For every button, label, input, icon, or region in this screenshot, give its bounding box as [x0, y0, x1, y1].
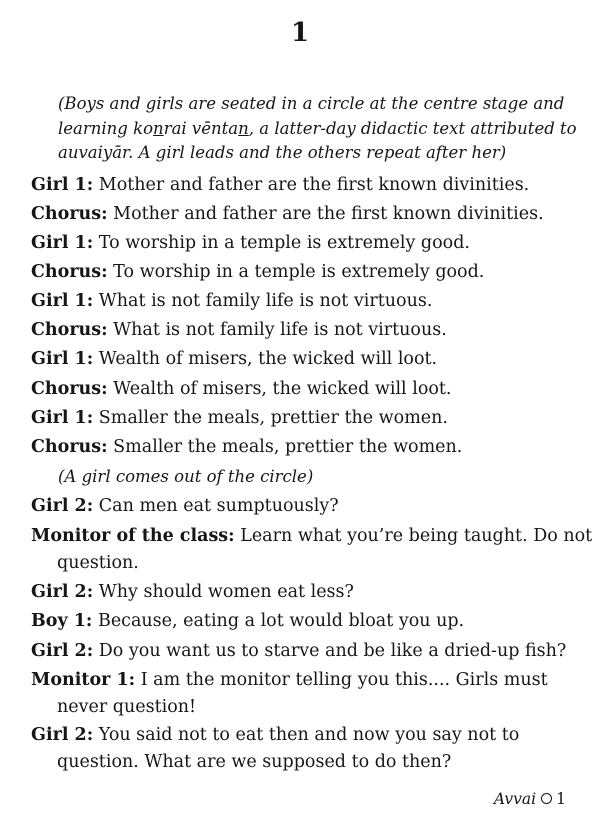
speech: Mother and father are the first known divinities.: [98, 175, 530, 195]
speaker: Girl 2:: [31, 725, 94, 745]
dialogue-line: [31, 608, 593, 635]
dialogue-line: [31, 434, 593, 461]
dialogue-line: [31, 493, 593, 520]
scene-number: 1: [290, 18, 310, 48]
speech: Because, eating a lot would bloat you up.: [97, 611, 465, 631]
speech: Wealth of misers, the wicked will loot.: [98, 349, 438, 369]
page-footer: [494, 790, 566, 808]
speaker: Monitor of the class:: [31, 526, 235, 546]
speaker: Girl 1:: [31, 233, 94, 253]
dialogue-line: [31, 376, 593, 403]
speech: To worship in a temple is extremely good.: [113, 262, 485, 282]
speaker: Chorus:: [31, 379, 108, 399]
speaker: Girl 1:: [31, 408, 94, 428]
dialogue-line: [31, 317, 593, 344]
dialogue-line: [31, 259, 593, 286]
speech: Why should women eat less?: [98, 582, 354, 602]
dialogue-line: [31, 230, 593, 257]
speaker: Girl 2:: [31, 641, 94, 661]
speaker: Chorus:: [31, 262, 108, 282]
dialogue-line: [31, 579, 593, 606]
direction-text: (Boys and girls are seated in a circle at the centre stage and learning: [58, 94, 565, 138]
speaker: Girl 2:: [31, 582, 94, 602]
circle-ornament-icon: [541, 793, 552, 804]
dialogue-line: [31, 201, 593, 228]
term-part: rai vēnta: [163, 118, 239, 138]
speech: Do you want us to starve and be like a dried-up fish?: [98, 641, 567, 661]
speech: Learn what you’re being taught. Do not question.: [57, 526, 593, 573]
speaker: Monitor 1:: [31, 670, 136, 690]
speaker: Boy 1:: [31, 611, 93, 631]
dialogue-line: [31, 722, 593, 776]
speech: What is not family life is not virtuous.: [113, 320, 447, 340]
speaker: Chorus:: [31, 204, 108, 224]
speech: I am the monitor telling you this.... Girls must never question!: [57, 670, 548, 717]
speech: Can men eat sumptuously?: [98, 496, 339, 516]
page-number: 1: [556, 790, 566, 808]
speaker: Girl 1:: [31, 175, 94, 195]
speaker: Chorus:: [31, 320, 108, 340]
opening-stage-direction: [58, 92, 578, 166]
term-underlined-letter: n: [153, 118, 164, 138]
speech: Smaller the meals, prettier the women.: [98, 408, 448, 428]
speaker: Girl 2:: [31, 496, 94, 516]
speaker: Chorus:: [31, 437, 108, 457]
mid-stage-direction: (A girl comes out of the circle): [58, 467, 314, 486]
running-head: Avvai: [493, 790, 537, 808]
term-underlined-letter: n: [238, 118, 249, 138]
speech: Mother and father are the first known divinities.: [113, 204, 544, 224]
dialogue-line: [31, 288, 593, 315]
dialogue-line: [31, 638, 593, 665]
term-part: ko: [133, 118, 154, 138]
dialogue-line: [31, 523, 593, 577]
dialogue-line: [31, 346, 593, 373]
dialogue-line: [31, 667, 593, 721]
dialogue-line: [31, 172, 593, 199]
dialogue-line: [31, 405, 593, 432]
speaker: Girl 1:: [31, 291, 94, 311]
speaker: Girl 1:: [31, 349, 94, 369]
speech: To worship in a temple is extremely good.: [98, 233, 470, 253]
speech: Smaller the meals, prettier the women.: [113, 437, 463, 457]
direction-text: , a latter-day didactic text attributed to auvaiyār. A girl leads and the others repeat after her): [58, 118, 577, 162]
speech: Wealth of misers, the wicked will loot.: [113, 379, 452, 399]
speech: You said not to eat then and now you say not to question. What are we supposed to do then?: [57, 725, 520, 772]
speech: What is not family life is not virtuous.: [98, 291, 433, 311]
